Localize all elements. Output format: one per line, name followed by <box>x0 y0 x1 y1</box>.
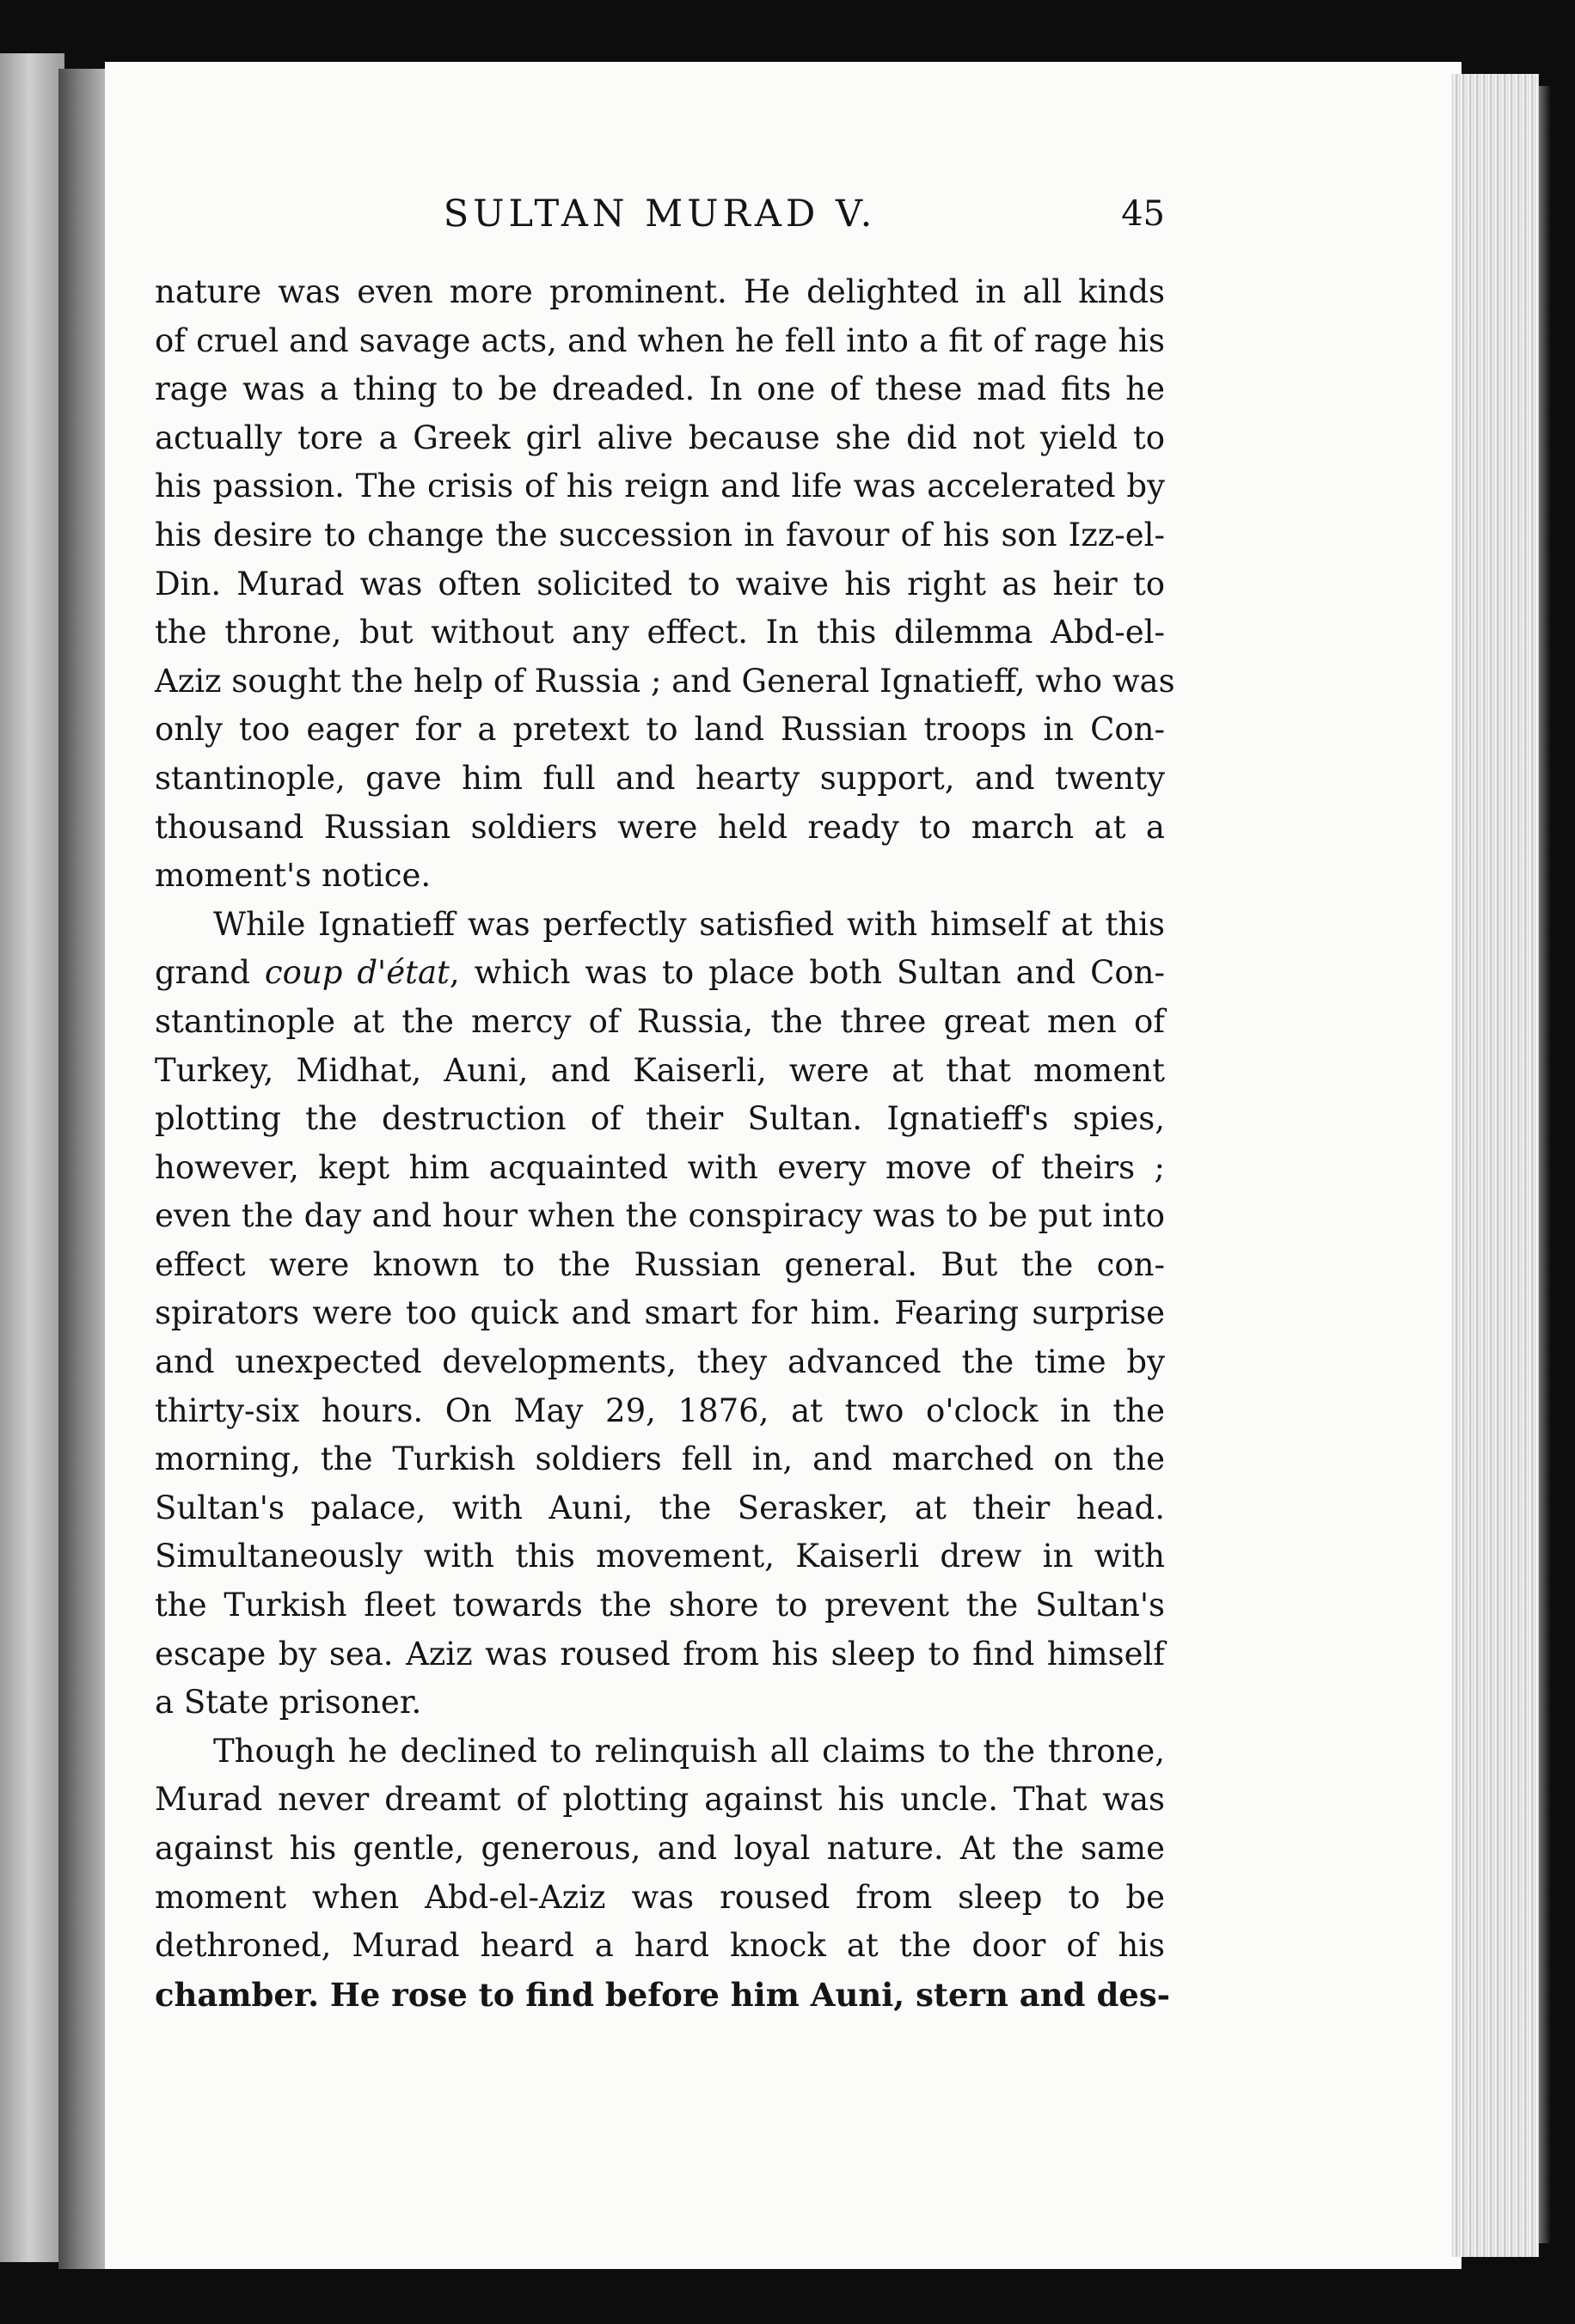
text-line: nature was even more prominent. He delighted in all kinds <box>155 273 1165 310</box>
text-line: Turkey, Midhat, Auni, and Kaiserli, were at that moment <box>155 1051 1165 1089</box>
text-line: Though he declined to relinquish all claims to the throne, <box>213 1732 1165 1770</box>
text-line <box>155 949 1165 998</box>
text-line: the Turkish fleet towards the shore to prevent the Sultan's <box>155 1587 1165 1624</box>
facing-page-edge <box>0 53 64 2262</box>
text-line: thirty-six hours. On May 29, 1876, at two o'clock in the <box>155 1391 1165 1429</box>
text-line: stantinople at the mercy of Russia, the three great men of <box>155 1002 1165 1040</box>
text-line: escape by sea. Aziz was roused from his sleep to find himself <box>155 1635 1165 1673</box>
text-line: of cruel and savage acts, and when he fell into a fit of rage his <box>155 321 1165 359</box>
text-line: Sultan's palace, with Auni, the Serasker, at their head. <box>155 1489 1165 1526</box>
text-line: Simultaneously with this movement, Kaiserli drew in with <box>155 1538 1165 1575</box>
text-line: against his gentle, generous, and loyal nature. At the same <box>155 1830 1165 1867</box>
book-gutter <box>58 69 108 2269</box>
text-line: his passion. The crisis of his reign and life was accelerated by <box>155 468 1165 505</box>
text-line: stantinople, gave him full and hearty support, and twenty <box>155 759 1165 797</box>
text-segment: grand <box>155 954 265 992</box>
text-line: even the day and hour when the conspiracy was to be put into <box>155 1197 1165 1235</box>
text-line: his desire to change the succession in favour of his son Izz-el- <box>155 516 1165 553</box>
text-line: Murad never dreamt of plotting against his uncle. That was <box>155 1781 1165 1819</box>
text-line: the throne, but without any effect. In this dilemma Abd-el- <box>155 614 1165 651</box>
text-line: spirators were too quick and smart for him. Fearing surprise <box>155 1294 1165 1332</box>
text-line: rage was a thing to be dreaded. In one of these mad fits he <box>155 370 1165 408</box>
page-header <box>155 193 1165 244</box>
text-line: and unexpected developments, they advanced the time by <box>155 1343 1165 1381</box>
page-number: 45 <box>1121 194 1165 234</box>
text-segment: , which was to place both Sultan and Con- <box>449 954 1165 992</box>
text-line: thousand Russian soldiers were held ready to march at a <box>155 808 1165 846</box>
italic-phrase: coup d'état <box>264 954 450 992</box>
text-line: moment when Abd-el-Aziz was roused from sleep to be <box>155 1878 1165 1916</box>
text-line: dethroned, Murad heard a hard knock at the door of his <box>155 1927 1165 1965</box>
text-line: plotting the destruction of their Sultan. Ignatieff's spies, <box>155 1100 1165 1138</box>
text-line: chamber. He rose to find before him Auni, stern and des- <box>155 1975 1171 2014</box>
text-line: a State prisoner. <box>155 1684 422 1722</box>
running-head: SULTAN MURAD V. <box>443 193 877 235</box>
text-line: moment's notice. <box>155 857 432 895</box>
text-line: actually tore a Greek girl alive because she did not yield to <box>155 419 1165 456</box>
page-stack-shadow <box>1539 86 1551 2243</box>
text-line: effect were known to the Russian general. But the con- <box>155 1245 1165 1283</box>
text-line: however, kept him acquainted with every move of theirs ; <box>155 1148 1165 1186</box>
text-line: only too eager for a pretext to land Russian troops in Con- <box>155 711 1165 749</box>
text-line: While Ignatieff was perfectly satisfied with himself at this <box>213 905 1165 943</box>
page-stack-edges <box>1451 74 1539 2257</box>
text-line: Din. Murad was often solicited to waive his right as heir to <box>155 565 1165 602</box>
text-line: Aziz sought the help of Russia ; and General Ignatieff, who was <box>155 662 1175 700</box>
body-text <box>155 268 1175 2019</box>
text-line: morning, the Turkish soldiers fell in, and marched on the <box>155 1440 1165 1478</box>
